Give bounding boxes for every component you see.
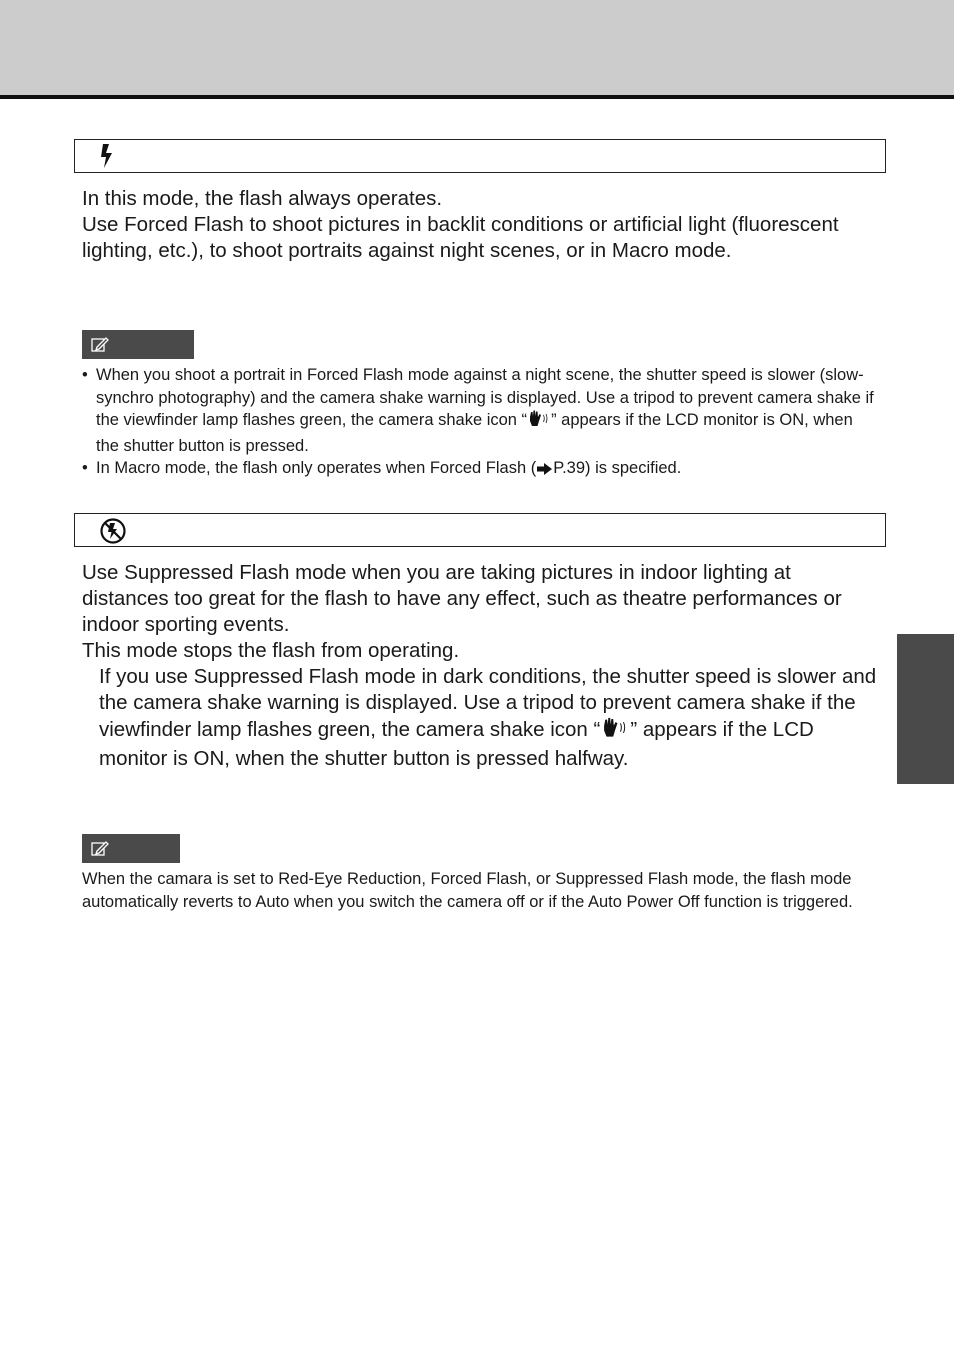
forced-flash-section-bar bbox=[74, 139, 886, 173]
forced-flash-note-2-text-a: In Macro mode, the flash only operates when Forced Flash ( bbox=[96, 459, 537, 477]
camera-shake-icon bbox=[600, 716, 630, 746]
forced-flash-note-2-text-b: P.39) is specified. bbox=[553, 459, 682, 477]
flash-off-icon bbox=[99, 517, 127, 550]
suppressed-flash-indented-text-b: ” appears if the LCD monitor is ON, when the shutter button is pressed halfway. bbox=[99, 718, 814, 770]
flash-bolt-icon bbox=[99, 143, 115, 174]
pencil-note-icon bbox=[91, 840, 109, 862]
header-rule bbox=[0, 95, 954, 99]
arrow-right-icon bbox=[536, 460, 553, 483]
suppressed-flash-line-1: Use Suppressed Flash mode when you are taking pictures in indoor lighting at distances too great for the flash to have any effect, such as theatre performances or indoor sporting events. bbox=[82, 561, 842, 636]
forced-flash-line-1: In this mode, the flash always operates. bbox=[82, 187, 443, 210]
forced-flash-note-1-text-a: When you shoot a portrait in Forced Flash mode against a night scene, the shutter speed is slower (slow-synchro photography) and the camera shake warning is displayed. Use a tripod to prevent camera shake if the viewfinder lamp flashes green, the camera shake icon “ bbox=[96, 366, 874, 429]
chapter-side-tab bbox=[897, 634, 954, 784]
suppressed-flash-indented-text bbox=[82, 664, 882, 772]
pencil-note-icon bbox=[91, 336, 109, 358]
forced-flash-notes bbox=[82, 364, 877, 483]
forced-flash-line-2: Use Forced Flash to shoot pictures in backlit conditions or artificial light (fluorescent lighting, etc.), to shoot portraits against night scenes, or in Macro mode. bbox=[82, 213, 839, 262]
suppressed-flash-description bbox=[82, 560, 882, 772]
forced-flash-note-badge bbox=[82, 330, 194, 359]
suppressed-flash-section-bar bbox=[74, 513, 886, 547]
camera-shake-icon bbox=[527, 409, 551, 435]
page-header-band bbox=[0, 0, 954, 95]
suppressed-flash-line-2: This mode stops the flash from operating. bbox=[82, 639, 460, 662]
forced-flash-note-2 bbox=[82, 457, 877, 483]
forced-flash-note-1-text-b: ” appears if the LCD monitor is ON, when the shutter button is pressed. bbox=[96, 411, 853, 455]
flash-mode-revert-note: When the camara is set to Red-Eye Reduction, Forced Flash, or Suppressed Flash mode, the flash mode automatically reverts to Auto when you switch the camera off or if the Auto Power Off function is triggered. bbox=[82, 870, 853, 911]
suppressed-flash-indented-text-a: If you use Suppressed Flash mode in dark conditions, the shutter speed is slower and the camera shake warning is displayed. Use a tripod to prevent camera shake if the viewfinder lamp flashes green, the camera shake icon “ bbox=[99, 665, 877, 741]
forced-flash-description bbox=[82, 186, 882, 264]
suppressed-flash-note-badge bbox=[82, 834, 180, 863]
forced-flash-note-1 bbox=[82, 364, 877, 457]
